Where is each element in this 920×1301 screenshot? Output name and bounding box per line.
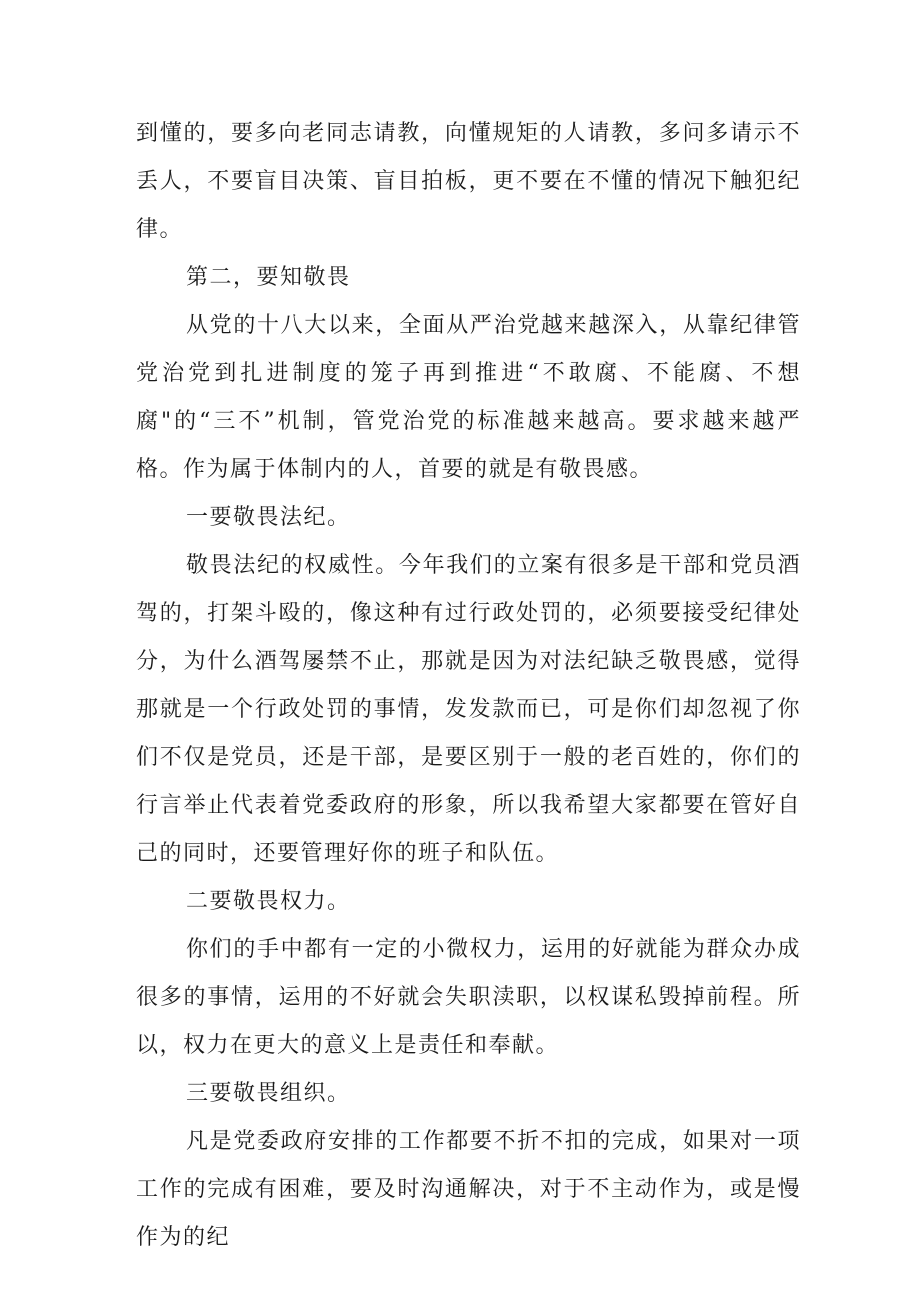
section-heading-second: 第二，要知敬畏 xyxy=(186,265,351,290)
subheading-law: 一要敬畏法纪。 xyxy=(186,505,351,530)
subheading-organization: 三要敬畏组织。 xyxy=(186,1081,351,1106)
paragraph: 你们的手中都有一定的小微权力，运用的好就能为群众办成很多的事情，运用的不好就会失职渎职，以权谋私毁掉前程。所以，权力在更大的意义上是责任和奉献。 xyxy=(136,937,801,1058)
document-body xyxy=(136,110,801,1262)
paragraph: 凡是党委政府安排的工作都要不折不扣的完成，如果对一项工作的完成有困难，要及时沟通解决，对于不主动作为，或是慢作为的纪 xyxy=(136,1129,801,1250)
paragraph: 敬畏法纪的权威性。今年我们的立案有很多是干部和党员酒驾的，打架斗殴的，像这种有过行政处罚的，必须要接受纪律处分，为什么酒驾屡禁不止，那就是因为对法纪缺乏敬畏感，觉得那就是一个行政处罚的事情，发发款而已，可是你们却忽视了你们不仅是党员，还是干部，是要区别于一般的老百姓的，你们的行言举止代表着党委政府的形象，所以我希望大家都要在管好自己的同时，还要管理好你的班子和队伍。 xyxy=(136,553,801,866)
paragraph-continuation: 到懂的，要多向老同志请教，向懂规矩的人请教，多问多请示不丢人，不要盲目决策、盲目拍板，更不要在不懂的情况下触犯纪律。 xyxy=(136,121,801,242)
subheading-power: 二要敬畏权力。 xyxy=(186,889,351,914)
paragraph: 从党的十八大以来，全面从严治党越来越深入，从靠纪律管党治党到扎进制度的笼子再到推进“不敢腐、不能腐、不想腐"的“三不”机制，管党治党的标准越来越高。要求越来越严格。作为属于体制内的人，首要的就是有敬畏感。 xyxy=(136,313,801,482)
